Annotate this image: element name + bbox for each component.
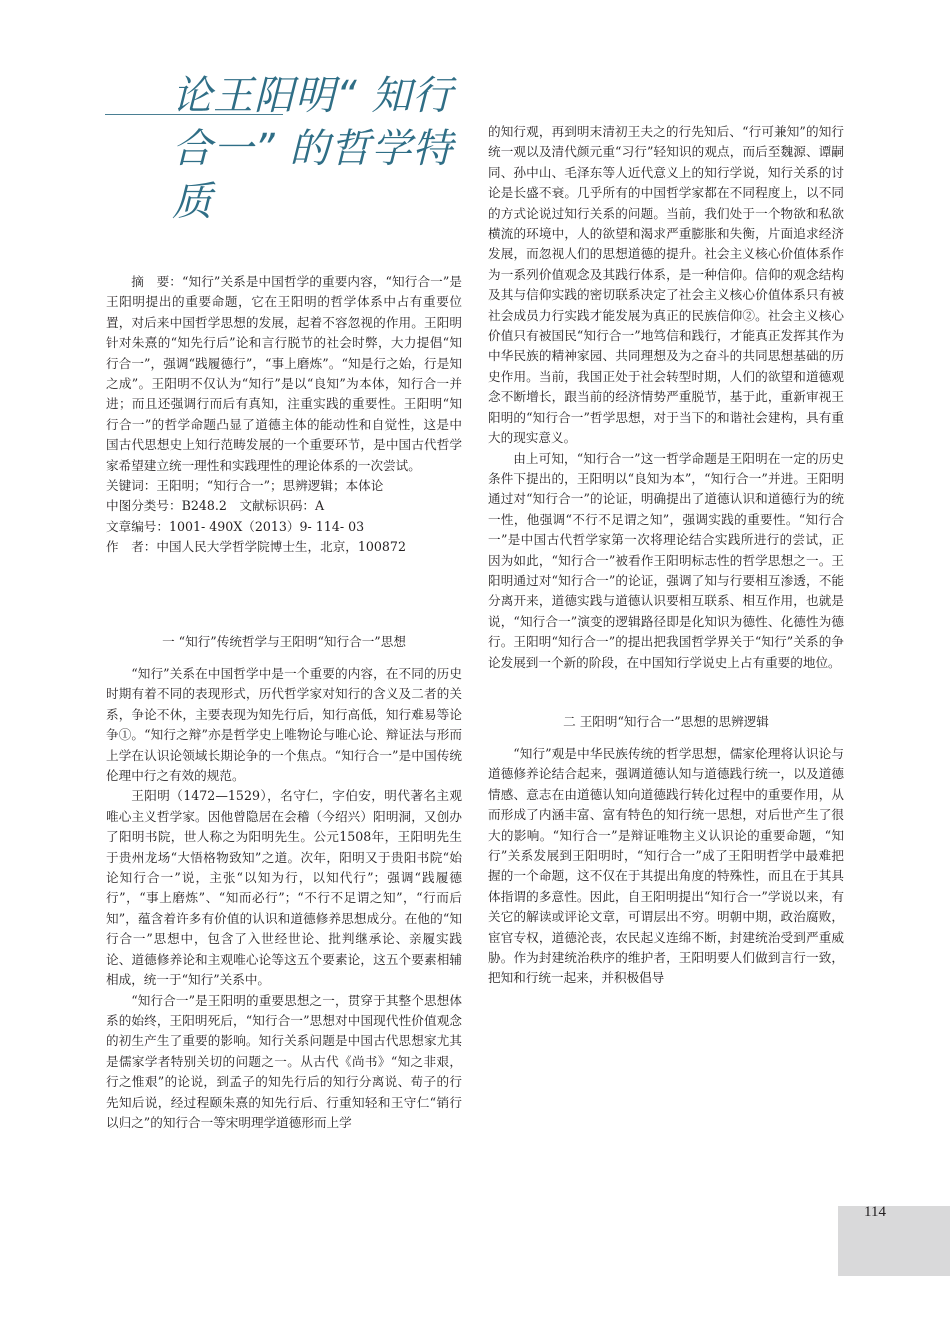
article-number: 文章编号：1001- 490X（2013）9- 114- 03 — [106, 518, 365, 534]
right-body-top — [488, 122, 844, 673]
classification-number: 中图分类号：B248.2 文献标识码：A — [106, 498, 325, 514]
abstract: 摘 要：“知行”关系是中国哲学的重要内容，“知行合一”是王阳明提出的重要命题，它在王阳明的哲学体系中占有重要位置，对后来中国哲学思想的发展，起着不容忽视的作用。王阳明针对朱熹的“知先行后”论和言行脱节的社会时弊，大力提倡“知行合一”，强调“践履德行”，“事上磨炼”。“知是行之始，行是知之成”。王阳明不仅认为“知行”是以“良知”为本体，知行合一并进；而且还强调行而后有真知，注重实践的重要性。王阳明“知行合一”的哲学命题凸显了道德主体的能动性和自觉性，这是中国古代思想史上知行范畴发展的一个重要环节，是中国古代哲学家希望建立统一理性和实践理性的理论体系的一次尝试。 — [106, 274, 462, 473]
body-paragraph: “知行”观是中华民族传统的哲学思想，儒家伦理将认识论与道德修养论结合起来，强调道德认知与道德践行统一，以及道德情感、意志在由道德认知向道德践行转化过程中的重要作用，从而形成了内涵丰富、富有特色的知行统一思想，对后世产生了很大的影响。“知行合一”是辩证唯物主义认识论的重要命题，“知行”关系发展到王阳明时，“知行合一”成了王阳明哲学中最难把握的一个命题，这不仅在于其提出角度的特殊性，而且在于其具体指谓的多意性。因此，自王阳明提出“知行合一”学说以来，有关它的解读或评论文章，可谓层出不穷。明朝中期，政治腐败，宦官专权，道德沦丧，农民起义连绵不断，封建统治受到严重威胁。作为封建统治秩序的维护者，王阳明要人们做到言行一致，把知和行统一起来，并积极倡导 — [488, 746, 844, 986]
keywords: 关键词：王阳明；“知行合一”；思辨逻辑；本体论 — [106, 478, 384, 494]
author-info: 作 者：中国人民大学哲学院博士生，北京，100872 — [106, 539, 406, 555]
section-2-heading: 二 王阳明“知行合一”思想的思辨逻辑 — [563, 714, 769, 729]
article-meta — [106, 272, 462, 558]
body-paragraph: “知行合一”是王阳明的重要思想之一，贯穿于其整个思想体系的始终，王阳明死后，“知行合一”思想对中国现代性价值观念的初生产生了重要的影响。知行关系问题是中国古代思想家尤其是儒家学者特别关切的问题之一。从古代《尚书》“知之非艰，行之惟艰”的论说，到孟子的知先行后的知行分离说、荀子的行先知后说，经过程颐朱熹的知先行后、行重知轻和王守仁“销行以归之”的知行合一等宋明理学道德形而上学 — [106, 992, 462, 1130]
body-paragraph: 由上可知，“知行合一”这一哲学命题是王阳明在一定的历史条件下提出的，王阳明以“良知为本”，“知行合一”并进。王阳明通过对“知行合一”的论证，明确提出了道德认识和道德行为的统一性，他强调“不行不足谓之知”，强调实践的重要性。“知行合一”是中国古代哲学家第一次将理论结合实践所进行的尝试，正因为如此，“知行合一”被看作王阳明标志性的哲学思想之一。王阳明通过对“知行合一”的论证，强调了知与行要相互渗透，不能分离开来，道德实践与道德认识要相互联系、相互作用，也就是说，“知行合一”演变的逻辑路径即是化知识为德性、化德性为德行。王阳明“知行合一”的提出把我国哲学界关于“知行”关系的争论发展到一个新的阶段，在中国知行学说史上占有重要的地位。 — [488, 450, 844, 670]
page-number: 114 — [864, 1204, 886, 1220]
body-paragraph: “知行”关系在中国哲学中是一个重要的内容，在不同的历史时期有着不同的表现形式，历代哲学家对知行的含义及二者的关系，争论不休，主要表现为知先行后，知行高低，知行难易等论争①。“知行之辩”亦是哲学史上唯物论与唯心论、辩证法与形而上学在认识论领域长期论争的一个焦点。“知行合一”是中国传统伦理中行之有效的规范。 — [106, 666, 462, 784]
right-body-bottom — [488, 744, 844, 989]
section-1-heading: 一 “知行”传统哲学与王阳明“知行合一”思想 — [162, 634, 406, 649]
body-paragraph: 王阳明（1472—1529），名守仁，字伯安，明代著名主观唯心主义哲学家。因他曾隐居在会稽（今绍兴）阳明洞，又创办了阳明书院，世人称之为阳明先生。公元1508年，王阳明先生于贵州龙场“大悟格物致知”之道。次年，阳明又于贵阳书院“始论知行合一”说，主张“以知为行，以知代行”；强调“践履德行”，“事上磨炼”、“知而必行”；“不行不足谓之知”，“行而后知”，蕴含着许多有价值的认识和道德修养思想成分。在他的“知行合一”思想中，包含了入世经世论、批判继承论、亲履实践论、道德修养论和主观唯心论等这五个要素论，这五个要素相辅相成，统一于“知行”关系中。 — [106, 788, 462, 988]
article-title: 论王阳明“ 知行合一” 的哲学特质 — [172, 73, 454, 225]
section-2-heading-block — [488, 712, 844, 732]
section-1-heading-block — [106, 632, 462, 652]
left-body — [106, 664, 462, 1133]
left-column — [106, 272, 462, 558]
body-paragraph: 的知行观，再到明末清初王夫之的行先知后、“行可兼知”的知行统一观以及清代颜元重“习行”轻知识的观点，而后至魏源、谭嗣同、孙中山、毛泽东等人近代意义上的知行学说，知行关系的讨论是长盛不衰。几乎所有的中国哲学家都在不同程度上，以不同的方式论说过知行关系的问题。当前，我们处于一个物欲和私欲横流的环境中，人的欲望和渴求严重膨胀和失衡，片面追求经济发展，而忽视人们的思想道德的提升。社会主义核心价值体系作为一系列价值观念及其践行体系，是一种信仰。信仰的观念结构及其与信仰实践的密切联系决定了社会主义核心价值体系只有被社会成员力行实践才能发展为真正的民族信仰②。社会主义核心价值只有被国民“知行合一”地笃信和践行，才能真正发挥其作为中华民族的精神家园、共同理想及为之奋斗的共同思想基础的历史作用。当前，我国正处于社会转型时期，人们的欲望和道德观念不断增长，跟当前的经济情势严重脱节，基于此，重新审视王阳明的“知行合一”哲学思想，对于当下的和谐社会建构，具有重大的现实意义。 — [488, 124, 844, 446]
